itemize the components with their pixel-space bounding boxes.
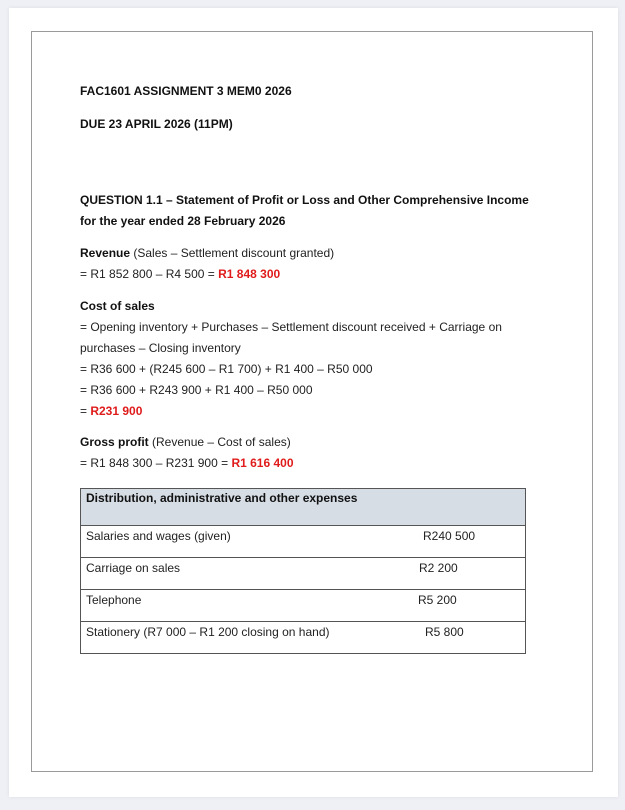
cost-of-sales-line4: = R36 600 + R243 900 + R1 400 – R50 000 <box>80 383 313 397</box>
gross-profit-formula: (Revenue – Cost of sales) <box>148 435 291 449</box>
expense-item: Carriage on sales <box>86 561 181 575</box>
expenses-table-header <box>81 489 526 526</box>
table-cell <box>81 622 526 654</box>
cost-of-sales-line3: = R36 600 + (R245 600 – R1 700) + R1 400 – R50 000 <box>80 362 373 376</box>
row-content <box>86 561 525 575</box>
due-date: DUE 23 APRIL 2026 (11PM) <box>80 117 233 131</box>
document-title: FAC1601 ASSIGNMENT 3 MEM0 2026 <box>80 84 292 98</box>
expense-amount: R5 800 <box>425 625 464 639</box>
expense-amount: R240 500 <box>423 529 476 543</box>
table-row <box>81 558 526 590</box>
cost-of-sales-prefix: = <box>80 404 91 418</box>
expense-item: Stationery (R7 000 – R1 200 closing on hand) <box>86 625 330 639</box>
question-heading-line2: for the year ended 28 February 2026 <box>80 214 286 228</box>
row-content <box>86 625 525 639</box>
revenue-formula: (Sales – Settlement discount granted) <box>130 246 335 260</box>
gross-profit-calc: = R1 848 300 – R231 900 = <box>80 456 232 470</box>
cost-of-sales-line2: purchases – Closing inventory <box>80 341 241 355</box>
expense-amount: R2 200 <box>419 561 458 575</box>
gross-profit-line <box>80 435 291 449</box>
cost-of-sales-result: R231 900 <box>90 404 143 418</box>
row-content <box>86 529 525 543</box>
revenue-calc: = R1 852 800 – R4 500 = <box>80 267 219 281</box>
expenses-table <box>80 488 526 654</box>
page-border <box>31 31 593 772</box>
table-cell <box>81 526 526 558</box>
table-cell <box>81 558 526 590</box>
row-content <box>86 593 525 607</box>
revenue-label: Revenue <box>80 246 131 260</box>
cost-of-sales-line1: = Opening inventory + Purchases – Settlement discount received + Carriage on <box>80 320 502 334</box>
revenue-line <box>80 246 334 260</box>
table-row <box>81 526 526 558</box>
table-cell <box>81 590 526 622</box>
gross-profit-result: R1 616 400 <box>231 456 294 470</box>
expenses-heading: Distribution, administrative and other expenses <box>81 489 526 526</box>
cost-of-sales-label: Cost of sales <box>80 299 155 313</box>
expense-amount: R5 200 <box>418 593 457 607</box>
cost-of-sales-result-line <box>80 404 142 418</box>
table-row <box>81 622 526 654</box>
expense-item: Telephone <box>86 593 142 607</box>
revenue-result: R1 848 300 <box>218 267 281 281</box>
gross-profit-label: Gross profit <box>80 435 149 449</box>
gross-profit-calc-line <box>80 456 294 470</box>
table-row <box>81 590 526 622</box>
question-heading-line1: QUESTION 1.1 – Statement of Profit or Loss and Other Comprehensive Income <box>80 193 529 207</box>
expense-item: Salaries and wages (given) <box>86 529 231 543</box>
revenue-calc-line <box>80 267 280 281</box>
